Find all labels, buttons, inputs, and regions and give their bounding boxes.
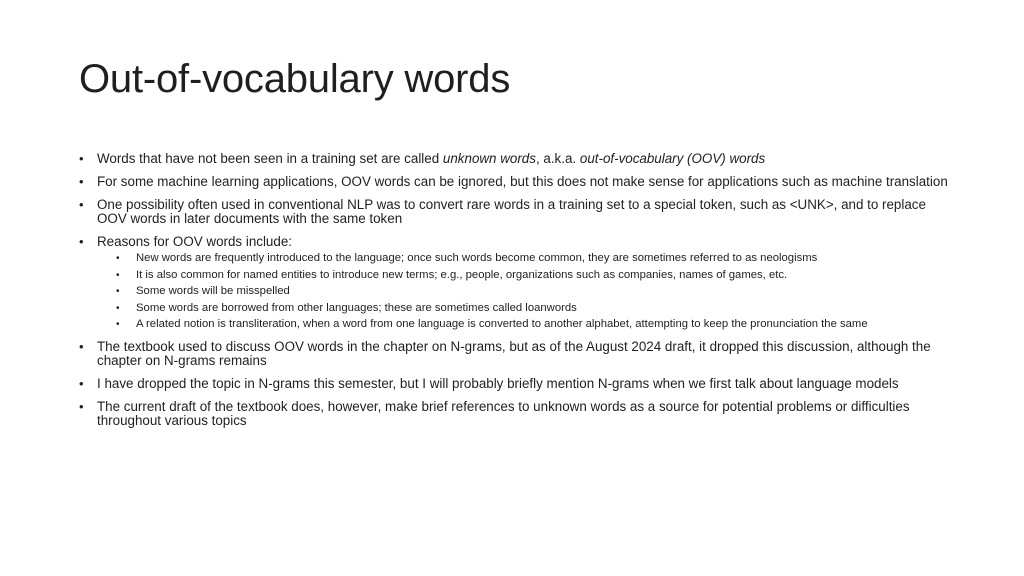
sub-bullet-text: A related notion is transliteration, when a word from one language is converted to another alphabet, attempting to keep the pronunciation the same	[136, 318, 868, 330]
sub-bullet-icon: •	[116, 253, 120, 264]
bullet-icon: •	[79, 174, 84, 189]
bullet-text: Reasons for OOV words include:	[97, 234, 292, 249]
sub-bullet-item	[97, 270, 949, 282]
bullet-text: Words that have not been seen in a training set are called	[97, 151, 443, 166]
bullet-list	[79, 152, 949, 428]
bullet-text: One possibility often used in conventional NLP was to convert rare words in a training set to a special token, such as <UNK>, and to replace OOV words in later documents with the same token	[97, 197, 926, 226]
bullet-text: The textbook used to discuss OOV words in the chapter on N-grams, but as of the August 2024 draft, it dropped this discussion, although the chapter on N-grams remains	[97, 338, 931, 368]
sub-bullet-icon: •	[116, 302, 120, 314]
bullet-icon: •	[79, 375, 84, 391]
bullet-emphasis: unknown words	[442, 151, 536, 166]
bullet-emphasis: out-of-vocabulary (OOV) words	[579, 151, 766, 166]
bullet-item-unknown-words	[79, 152, 949, 166]
sub-bullet-item	[97, 303, 949, 315]
bullet-icon: •	[79, 234, 84, 249]
bullet-icon: •	[79, 398, 84, 414]
bullet-icon: •	[79, 197, 84, 212]
slide-title: Out-of-vocabulary words	[79, 57, 511, 101]
sub-bullet-list	[97, 253, 949, 331]
bullet-text: , a.k.a.	[535, 151, 580, 166]
sub-bullet-icon: •	[116, 286, 120, 297]
bullet-icon: •	[79, 338, 84, 354]
bullet-text: For some machine learning applications, OOV words can be ignored, but this does not make sense for applications such as machine translation	[97, 174, 948, 189]
bullet-text: The current draft of the textbook does, however, make brief references to unknown words as a source for potential problems or difficulties throughout various topics	[97, 398, 910, 428]
sub-bullet-text: Some words are borrowed from other languages; these are sometimes called loanwords	[136, 301, 577, 314]
sub-bullet-text: New words are frequently introduced to the language; once such words become common, they are sometimes referred to as neologisms	[136, 252, 818, 264]
bullet-item-unk-token	[79, 198, 949, 226]
bullet-item-textbook-ngrams	[79, 340, 949, 368]
bullet-item-machine-translation	[79, 175, 949, 189]
bullet-icon: •	[79, 151, 84, 166]
bullet-item-reasons	[79, 235, 949, 331]
sub-bullet-text: It is also common for named entities to introduce new terms; e.g., people, organizations such as companies, names of games, etc.	[136, 268, 788, 281]
sub-bullet-text: Some words will be misspelled	[136, 285, 290, 297]
bullet-item-current-draft	[79, 400, 949, 428]
slide-body	[79, 152, 949, 437]
bullet-text: I have dropped the topic in N-grams this semester, but I will probably briefly mention N-grams when we first talk about language models	[97, 375, 899, 391]
sub-bullet-icon: •	[116, 319, 120, 330]
sub-bullet-item	[97, 253, 949, 265]
sub-bullet-item	[97, 319, 949, 331]
sub-bullet-icon: •	[116, 269, 120, 281]
sub-bullet-item	[97, 286, 949, 298]
bullet-item-dropped-topic	[79, 377, 949, 391]
